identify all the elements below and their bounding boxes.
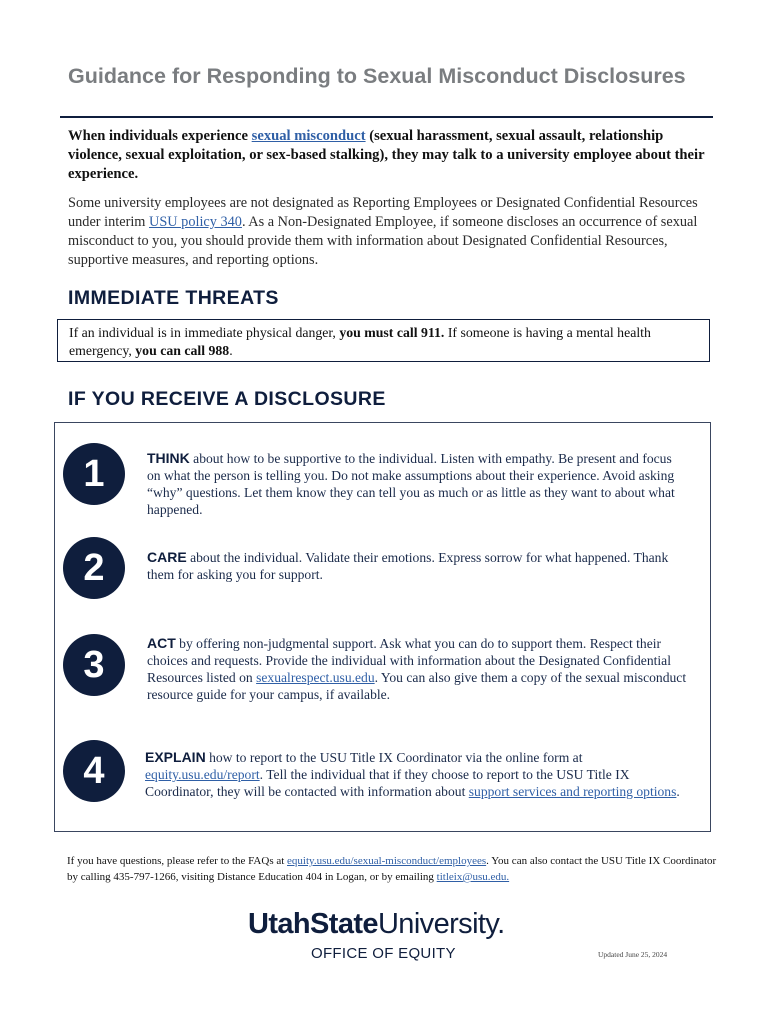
step-3-body-end: . You can also give them a copy of the sexual misconduct resource guide for your campus, if available. — [147, 670, 687, 702]
threat-text-2: If someone is having a mental health emergency, — [69, 325, 651, 358]
step-2-keyword: CARE — [147, 549, 187, 565]
usu-policy-340-link[interactable]: USU policy 340 — [149, 214, 242, 230]
titleix-email-link[interactable]: titleix@usu.edu. — [436, 871, 510, 883]
step-4-keyword: EXPLAIN — [145, 749, 206, 765]
immediate-threats-box — [57, 319, 710, 362]
step-4-body-start: how to report to the USU Title IX Coordinator via the online form at — [205, 750, 583, 765]
threat-text-3: . — [229, 343, 233, 358]
step-1-number-circle: 1 — [63, 443, 125, 505]
step-3-keyword: ACT — [147, 635, 176, 651]
employee-faq-link[interactable]: equity.usu.edu/sexual-misconduct/employees — [287, 855, 487, 867]
threat-text-1: If an individual is in immediate physical danger, — [69, 325, 340, 340]
step-4-body-mid: . Tell the individual that if they choose to report to the USU Title IX Coordinator, they will be contacted with information about — [145, 767, 630, 799]
step-4-number-circle: 4 — [63, 740, 125, 802]
footer-text-start: If you have questions, please refer to the FAQs at — [67, 855, 288, 867]
logo-utahstate: UtahState — [248, 908, 378, 940]
step-1-keyword: THINK — [147, 450, 190, 466]
policy-text-start: Some university employees are not designated as Reporting Employees or Designated Confidential Resources under interim — [68, 195, 698, 230]
step-3-number-circle: 3 — [63, 634, 125, 696]
usu-logo — [248, 908, 528, 941]
support-services-link[interactable]: support services and reporting options — [468, 784, 677, 799]
intro-text-start: When individuals experience — [68, 128, 252, 144]
step-1-body: about how to be supportive to the individual. Listen with empathy. Be present and focus on what the person is telling you. Do not make assumptions about their experience. Avoid asking “why” questions. Let them know they can tell you as much or as little as they want to about what happened. — [147, 451, 675, 517]
immediate-threats-heading: IMMEDIATE THREATS — [68, 287, 279, 309]
step-2-text — [147, 549, 677, 583]
step-4-text — [145, 749, 690, 800]
logo-university: University. — [377, 908, 505, 940]
step-3-text — [147, 635, 687, 703]
policy-text-end: . As a Non-Designated Employee, if someone discloses an occurrence of sexual misconduct to you, you should provide them with information about Designated Confidential Resources, supportive measures, and reporting options. — [68, 214, 698, 268]
updated-date: Updated June 25, 2024 — [598, 950, 668, 959]
intro-paragraph — [68, 127, 708, 184]
title-divider — [60, 116, 713, 118]
disclosure-heading: IF YOU RECEIVE A DISCLOSURE — [68, 388, 386, 410]
step-2-number-circle: 2 — [63, 537, 125, 599]
page-title: Guidance for Responding to Sexual Misconduct Disclosures — [68, 64, 686, 88]
call-911-text: you must call 911. — [339, 325, 445, 340]
call-988-text: you can call 988 — [135, 343, 230, 358]
policy-paragraph — [68, 194, 716, 270]
step-3-body-start: by offering non-judgmental support. Ask what you can do to support them. Respect their choices and requests. Provide the individual with information about the Designated Confidential Resources listed on — [147, 636, 671, 685]
equity-report-link[interactable]: equity.usu.edu/report — [145, 767, 260, 782]
office-of-equity-label: OFFICE OF EQUITY — [311, 945, 456, 962]
step-2-body: about the individual. Validate their emotions. Express sorrow for what happened. Thank them for asking you for support. — [147, 550, 669, 582]
sexualrespect-link[interactable]: sexualrespect.usu.edu — [256, 670, 375, 685]
sexual-misconduct-link[interactable]: sexual misconduct — [251, 128, 366, 144]
footer-text-mid: . You can also contact the USU Title IX Coordinator by calling 435-797-1266, visiting Distance Education 404 in Logan, or by emailing — [67, 855, 717, 883]
step-4-body-end: . — [676, 784, 680, 799]
step-1-text — [147, 450, 677, 518]
disclosure-steps-box — [54, 422, 711, 832]
intro-text-end: (sexual harassment, sexual assault, relationship violence, sexual exploitation, or sex-based stalking), they may talk to a university employee about their experience. — [68, 128, 705, 182]
footer-note — [67, 853, 727, 885]
